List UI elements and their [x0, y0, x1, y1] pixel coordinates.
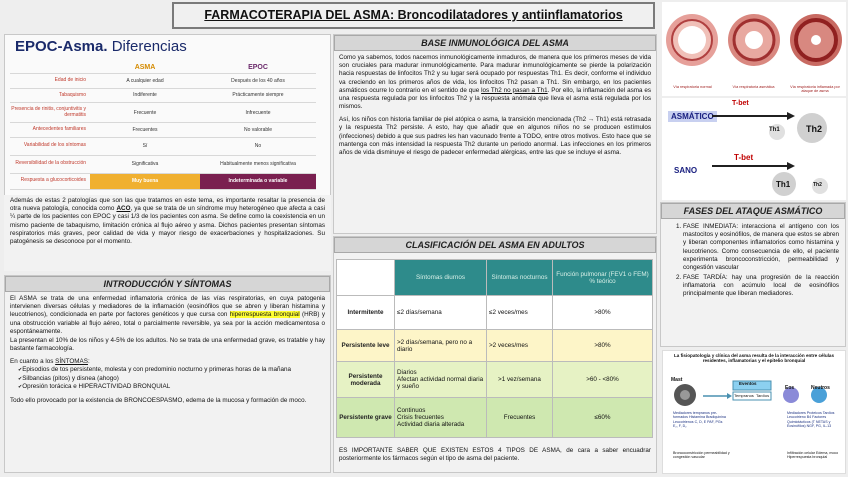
row-label: Presencia de rinitis, conjuntivitis y dermatitis — [11, 106, 86, 118]
fisio-bottom-right: Infiltración celular Edema, moco Hiperrespuesta bronquial — [787, 451, 839, 460]
list-item: ✔ Opresión torácica e HIPERACTIVIDAD BRONQUIAL — [18, 383, 325, 391]
cell-diurnos: >2 días/semana, pero no a diario — [395, 330, 487, 362]
cell-epoc: Indeterminada o variable — [200, 174, 316, 189]
list-item: ✔ Episodios de tos persistente, molesta y con predominio nocturno y primeras horas de la mañana — [18, 366, 325, 374]
cell-nocturnos: >2 veces/mes — [487, 330, 553, 362]
aco-paragraph: Además de estas 2 patologías que son las que tratamos en este tema, es importante resaltar la presencia de otra nueva patología, conocida como ACO, ya que se trata de un síndrome muy heterogéneo que afecta a casi ¼ parte de los pacientes con EPOC y casi 1/3 de los pacientes con asma. Se define como la coexistencia en un mismo paciente de tabaquismo, limitación crónica al flujo aéreo y asma. Dichos pacientes presentan síntomas respiratorios más graves, peor calidad de vida y mayor riesgo de exacerbaciones y hospitalizaciones. Su patogénesis se desconoce por el momento. — [4, 195, 331, 271]
fisiopatologia-diagram — [662, 350, 846, 474]
col-epoc: EPOC — [248, 64, 268, 71]
immuno-diagram — [662, 98, 846, 200]
label-th2: Th2 — [813, 182, 822, 188]
airway-illustrations — [662, 2, 846, 96]
cell-funcion: >80% — [553, 330, 653, 362]
airway-label: Vía respiratoria inflamada por ataque de asma — [790, 85, 840, 94]
symptoms-list — [10, 366, 325, 391]
label-sano: SANO — [674, 166, 698, 175]
row-label: Intermitente — [337, 296, 395, 330]
cell-epoc: No valorable — [243, 126, 273, 133]
label-eos: Eos — [785, 385, 795, 391]
cell-asma: Significativa — [131, 161, 159, 167]
label-tardios: Tardíos — [756, 393, 770, 398]
cell-diurnos: Diarios Afectan actividad normal diaria y sueño — [395, 362, 487, 398]
fisio-right-note: Mediadores Proteicos Tardíos Leucotrieno B4 Factores Quimiotácticos (T NETAS y Eosinófilos) NGF, PG, IL-13 — [787, 411, 835, 428]
fisio-left-note: Mediadores tempranos pre-formados Histamina Bradiquinina Leucotrienos C, D, E PAF, PGs E₂, F, D₂ — [673, 411, 726, 428]
airway-label: Vía respiratoria asmática — [732, 85, 775, 89]
intro-text: El ASMA se trata de una enfermedad inflamatoria crónica de las vías respiratorias, en cuya patogenia intervienen diversas células y mediadores de la inflamación (eosinófilos que se abren y liberan histamina y leucotrienos), condicionada en parte por factores genéticos y que cursa con hiperrespuesta bronquial (HRB) y una obstrucción variable al flujo aéreo, total o parcialmente reversible, ya sea por la acción medicamentosa o espontáneamente. La presentan el 10% de los niños y 4-5% de los adultos. No se trata de una enfermedad grave, es tratable y hay bastante farmacología. En cuanto a los SÍNTOMAS: ✔ Episodios de tos persistente, molesta y con predominio nocturno y primeras horas de la mañana ✔ Silbancias (pitos) y disnea (ahogo) ✔ Opresión torácica e HIPERACTIVIDAD BRONQUIAL Todo ello provocado por la existencia de BRONCOESPASMO, edema de la mucosa y formación de moco. — [5, 292, 330, 408]
cell-asma: Frecuentes — [132, 126, 158, 133]
intro-panel — [4, 275, 331, 473]
cell-epoc: Prácticamente siempre — [232, 92, 284, 99]
cell-nocturnos: Frecuentes — [487, 398, 553, 438]
row-label: Respuesta a glucocorticoides — [20, 177, 86, 184]
label-neutros: Neutros — [811, 385, 830, 391]
base-panel — [333, 34, 657, 234]
label-tbet: T-bet — [732, 100, 749, 107]
cell-epoc: Habitualmente menos significativa — [220, 161, 296, 167]
row-label: Reversibilidad de la obstrucción — [15, 160, 86, 167]
cell-funcion: ≤60% — [553, 398, 653, 438]
aco-term: ACO — [116, 205, 131, 213]
fases-list — [661, 219, 845, 299]
base-heading: BASE INMUNOLÓGICA DEL ASMA — [334, 35, 656, 51]
cell-nocturnos: >1 vez/semana — [487, 362, 553, 398]
row-label: Variabilidad de los síntomas — [23, 142, 86, 149]
highlight-hrb: hiperrespuesta bronquial — [229, 311, 300, 319]
row-label: Persistente grave — [337, 398, 395, 438]
cell-funcion: >60 - <80% — [553, 362, 653, 398]
cell-asma: Muy buena — [90, 174, 200, 189]
row-label: Tabaquismo — [59, 91, 86, 98]
cell-asma: Sí — [142, 143, 148, 149]
label-th2: Th2 — [806, 124, 823, 134]
fases-panel — [660, 202, 846, 347]
cell-asma: A cualquier edad — [126, 77, 164, 84]
label-tempranos: Tempranos — [734, 393, 754, 398]
clasificacion-table — [336, 259, 653, 438]
cell-epoc: No — [254, 143, 262, 149]
page-title: FARMACOTERAPIA DEL ASMA: Broncodilatadores y antiinflamatorios — [172, 2, 655, 29]
label-tbet: T-bet — [734, 153, 754, 162]
label-eventos: Eventos — [739, 381, 757, 386]
epoc-heading: EPOC-Asma. Diferencias — [15, 38, 187, 55]
fisio-bottom-left: Broncoconstricción permeabilidad y congestión vascular — [673, 451, 730, 460]
intro-heading: INTRODUCCIÓN Y SÍNTOMAS — [5, 276, 330, 292]
cell-diurnos: ≤2 días/semana — [395, 296, 487, 330]
row-label: Antecedentes familiares — [32, 126, 86, 132]
cell-funcion: >80% — [553, 296, 653, 330]
list-item: 1. FASE INMEDIATA: interacciona el antígeno con los mastocitos y eosinófilos, de manera que estos se abren y liberan componentes inflamatorios como histamina y leucotrienos. Como consecuencia de ello, el paciente experimenta broncoconstricción, permeabilidad y congestión vascular — [683, 223, 839, 272]
col-funcion: Función pulmonar (FEV1 o FEM) % teórico — [553, 260, 653, 296]
row-label: Persistente leve — [337, 330, 395, 362]
label-th1: Th1 — [769, 127, 780, 133]
label-asmatico: ASMÁTICO — [668, 111, 717, 122]
cell-nocturnos: ≤2 veces/mes — [487, 296, 553, 330]
cell-epoc: Después de los 40 años — [231, 77, 285, 84]
clasificacion-note: ES IMPORTANTE SABER QUE EXISTEN ESTOS 4 TIPOS DE ASMA, de cara a saber encuadrar posteriormente los fármacos según el tipo de asma del paciente. — [339, 447, 651, 463]
clasificacion-heading: CLASIFICACIÓN DEL ASMA EN ADULTOS — [334, 237, 656, 253]
col-nocturnos: Síntomas nocturnos — [487, 260, 553, 296]
airway-icon — [662, 2, 846, 80]
list-item: ✔ Silbancias (pitos) y disnea (ahogo) — [18, 375, 325, 383]
cell-epoc: Infrecuente — [245, 109, 271, 116]
col-diurnos: Síntomas diurnos — [395, 260, 487, 296]
epoc-asma-table — [10, 62, 316, 190]
cell-asma: Frecuente — [133, 109, 157, 116]
airway-label: Vía respiratoria normal — [673, 85, 712, 89]
row-label: Edad de inicio — [54, 77, 86, 83]
fases-heading: FASES DEL ATAQUE ASMÁTICO — [661, 203, 845, 219]
col-asma: ASMA — [134, 64, 156, 71]
cell-diurnos: Continuos Crisis frecuentes Actividad diaria alterada — [395, 398, 487, 438]
cell-asma: Indiferente — [133, 92, 157, 99]
list-item: 2. FASE TARDÍA: hay una progresión de la reacción inflamatoria con acúmulo local de eosinófilos principalmente que liberan mediadores. — [683, 274, 839, 299]
fisio-title: La fisiopatología y clínica del asma resulta de la interacción entre células residentes, inflamatorias y el epitelio bronquial — [673, 353, 835, 364]
label-mast: Mast — [671, 377, 683, 383]
label-th1: Th1 — [776, 180, 791, 189]
base-text: Como ya sabemos, todos nacemos inmunológicamente inmaduros, de manera que los primeros meses de vida son cruciales para madurar inmunológicamente. Para madurar inmunológicamente se pierde la polarización hacia respuestas de linfocitos Th2 y su lugar será ocupado por respuestas Th1. Es decir, conforme el individuo va creciendo en los primeros años de vida, los linfocitos Th2 pasan a Th1. Sin embargo, en los pacientes asmáticos ocurre lo contrario en el sentido de que los Th2 no pasan a Th1. Por ello, la inflamación del asma es una respuesta regulada por los linfocitos Th2 y la respuesta anómala que lleva el asma está regulada por los mismos. Así, los niños con historia familiar de piel atópica o asma, la transición mencionada (Th2 → Th1) está retrasada y la respuesta Th2 persiste. A esto, hay que añadir que en algunos niños no se producen estímulos (infecciones) debido a que sus padres les han vacunado frente a TODO, entre otros motivos. Esto hace que se mantenga con más intensidad la respuesta Th2 durante un periodo anormal. Las infecciones en los primeros años de vida disminuye el riesgo de padecer enfermedad alérgicas, entre las que se incluye el asma. — [339, 54, 651, 156]
row-label: Persistente moderada — [337, 362, 395, 398]
